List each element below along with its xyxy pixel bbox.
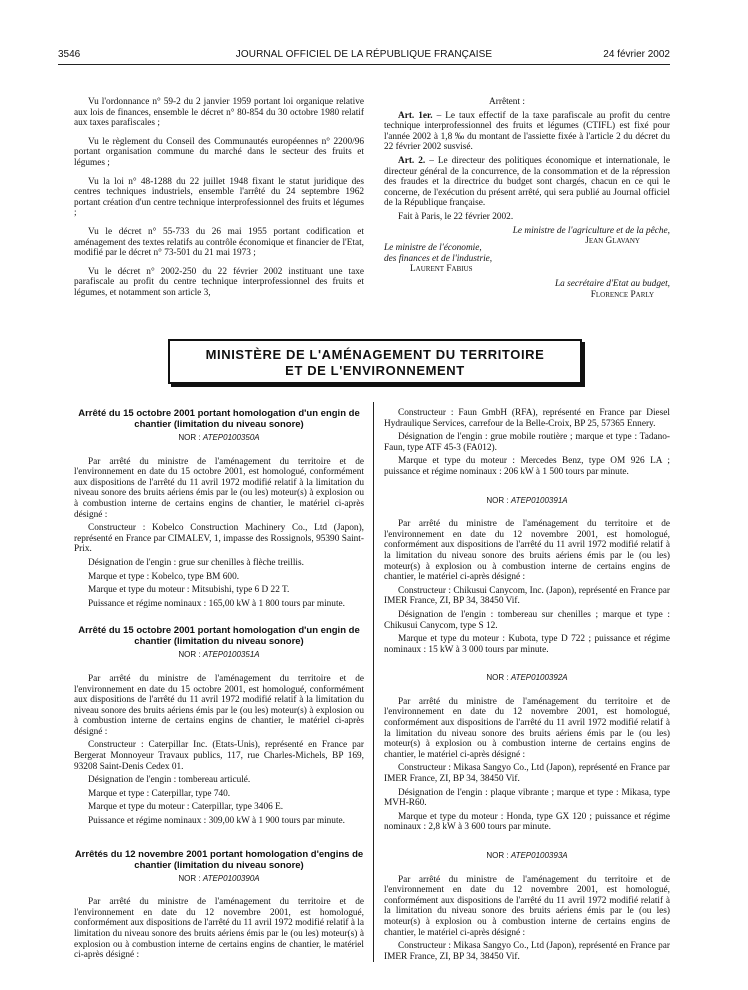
article-1-label: Art. 1er. (398, 110, 433, 121)
nor-reference: NOR : ATEP0100351A (178, 650, 260, 660)
nor-reference: NOR : ATEP0100391A (486, 495, 568, 505)
arrete-paragraph: Constructeur : Faun GmbH (RFA), représenté en France par Diesel Hydraulique Services, carrefour de la Belle-Croix, BP 25, 57365 Ennery. (384, 408, 670, 429)
arrete-title: Arrêtés du 12 novembre 2001 portant homologation d'engins de chantier (limitation du niveau sonore) (74, 848, 364, 871)
signature-role: La secrétaire d'Etat au budget, (555, 279, 670, 289)
arrete-paragraph: Puissance et régime nominaux : 165,00 kW à 1 800 tours par minute. (88, 598, 345, 609)
article-2-label: Art. 2. (398, 155, 426, 166)
signature-minister-economie (384, 243, 492, 275)
arrete-paragraph: Marque et type du moteur : Honda, type GX 120 ; puissance et régime nominaux : 2,8 kW à 3 600 tours par minute. (384, 811, 670, 833)
signature-secretaire-budget (555, 279, 670, 300)
article-1-text: – Le taux effectif de la taxe parafiscale au profit du centre technique interprofessionnel des fruits et légumes (CTIFL) est fixé pour l'année 2002 à 1,8 ‰ du montant de l'assiette fixée à l'article 2 du décret du 22 février 2002 susvisé. (384, 110, 670, 153)
nor-reference: NOR : ATEP0100392A (486, 673, 568, 683)
ministry-heading-box (168, 339, 582, 384)
arrete-paragraph: Par arrêté du ministre de l'aménagement du territoire et de l'environnement en date du 12 novembre 2001, est homologué, conformément aux dispositions de l'arrêté du 11 avril 1972 modifié relatif à la limitation du niveau sonore des bruits aériens émis par le (ou les) moteur(s) à explosion ou à combustion interne de certains engins de chantier, le matériel ci-après désigné : (74, 897, 364, 961)
arrete-paragraph: Par arrêté du ministre de l'aménagement du territoire et de l'environnement en date du 15 octobre 2001, est homologué, conformément aux dispositions de l'arrêté du 11 avril 1972 modifié relatif à la limitation du niveau sonore des bruits aériens émis par le (ou les) moteur(s) à explosion ou à combustion interne de certains engins de chantier, le matériel ci-après désigné : (74, 673, 364, 737)
visas-column (74, 97, 364, 307)
page-header (58, 49, 670, 63)
ministry-heading-line: ET DE L'ENVIRONNEMENT (285, 363, 465, 378)
visa-paragraph: Vu le décret n° 55-733 du 26 mai 1955 portant codification et aménagement des textes relatifs au contrôle économique et financier de l'Etat, modifié par le décret n° 73-501 du 21 mai 1973 ; (74, 226, 364, 259)
visa-paragraph: Vu le décret n° 2002-250 du 22 février 2002 instituant une taxe parafiscale au profit du centre technique interprofessionnel des fruits et légumes, et notamment son article 3, (74, 266, 364, 298)
arrete-title: Arrêté du 15 octobre 2001 portant homologation d'un engin de chantier (limitation du niveau sonore) (78, 625, 360, 648)
article-1 (384, 111, 670, 153)
arrete-paragraph: Par arrêté du ministre de l'aménagement du territoire et de l'environnement en date du 12 novembre 2001, est homologué, conformément aux dispositions de l'arrêté du 11 avril 1972 modifié relatif à la limitation du niveau sonore des bruits aériens émis par le (ou les) moteur(s) à explosion ou à combustion interne de certains engins de chantier, le matériel ci-après désigné : (384, 874, 670, 938)
arrete-paragraph: Marque et type : Kobelco, type BM 600. (88, 571, 240, 582)
arrete-paragraph: Désignation de l'engin : tombereau articulé. (88, 775, 251, 786)
signature-name: Florence Parly (590, 289, 654, 300)
signature-role: des finances et de l'industrie, (384, 253, 493, 264)
signature-role: Le ministre de l'agriculture et de la pêche, (512, 225, 670, 236)
arrete-paragraph: Par arrêté du ministre de l'aménagement du territoire et de l'environnement en date du 12 novembre 2001, est homologué, conformément aux dispositions de l'arrêté du 11 avril 1972 modifié relatif à la limitation du niveau sonore des bruits aériens émis par le (ou les) moteur(s) à explosion ou à combustion interne de certains engins de chantier, le matériel ci-après désigné : (384, 519, 670, 583)
arrete-paragraph: Par arrêté du ministre de l'aménagement du territoire et de l'environnement en date du 12 novembre 2001, est homologué, conformément aux dispositions de l'arrêté du 11 avril 1972 modifié relatif à la limitation du niveau sonore des bruits aériens émis par le (ou les) moteur(s) à explosion ou à combustion interne de certains engins de chantier, le matériel ci-après désigné : (384, 696, 670, 760)
arrete-paragraph: Marque et type du moteur : Mitsubishi, type 6 D 22 T. (88, 585, 290, 596)
nor-reference: NOR : ATEP0100390A (178, 873, 260, 883)
journal-title: JOURNAL OFFICIEL DE LA RÉPUBLIQUE FRANÇAISE (235, 49, 493, 60)
column-divider (373, 402, 374, 962)
arrete-paragraph: Marque et type : Caterpillar, type 740. (88, 788, 231, 799)
visa-paragraph: Vu le règlement du Conseil des Communautés européennes n° 2200/96 portant organisation commune du marché dans le secteur des fruits et légumes ; (74, 136, 364, 168)
visa-paragraph: Vu la loi n° 48-1288 du 22 juillet 1948 fixant le statut juridique des centres techniques industriels, ensemble l'arrêté du 24 septembre 1962 portant création d'un centre technique interprofessionnel des fruits et légumes ; (74, 176, 364, 219)
arrete-paragraph: Désignation de l'engin : grue sur chenilles à flèche treillis. (88, 557, 304, 568)
arrete-paragraph: Constructeur : Mikasa Sangyo Co., Ltd (Japon), représenté en France par IMER France, ZI, BP 34, 38450 Vif. (384, 941, 670, 962)
arrete-title: Arrêté du 15 octobre 2001 portant homologation d'un engin de chantier (limitation du niveau sonore) (78, 408, 360, 430)
nor-reference: NOR : ATEP0100350A (178, 433, 260, 442)
arrete-paragraph: Puissance et régime nominaux : 309,00 kW à 1 900 tours par minute. (88, 816, 345, 827)
arretent-heading: Arrêtent : (489, 97, 525, 107)
arrete-paragraph: Marque et type du moteur : Caterpillar, type 3406 E. (88, 802, 284, 813)
page-number: 3546 (58, 49, 81, 60)
article-2 (384, 156, 670, 209)
arrete-paragraph: Marque et type du moteur : Mercedes Benz, type OM 926 LA ; puissance et régime nominaux : 206 kW à 1 500 tours par minute. (384, 456, 670, 477)
left-column (74, 408, 364, 964)
fait-line: Fait à Paris, le 22 février 2002. (398, 211, 514, 222)
header-rule (58, 64, 670, 65)
ministry-heading-line: MINISTÈRE DE L'AMÉNAGEMENT DU TERRITOIRE (205, 347, 545, 362)
arrete-paragraph: Désignation de l'engin : grue mobile routière ; marque et type : Tadano-Faun, type ATF 45-3 (FA012). (384, 432, 670, 453)
arrete-paragraph: Constructeur : Chikusui Canycom, Inc. (Japon), représenté en France par IMER France, ZI, BP 34, 38450 Vif. (384, 585, 670, 607)
issue-date: 24 février 2002 (603, 49, 670, 60)
articles-column (384, 97, 670, 247)
nor-reference: NOR : ATEP0100393A (486, 851, 568, 860)
arrete-paragraph: Désignation de l'engin : plaque vibrante ; marque et type : Mikasa, type MVH-R60. (384, 787, 670, 809)
signature-role: Le ministre de l'économie, (384, 243, 482, 253)
article-2-text: – Le directeur des politiques économique et internationale, le directeur général de la concurrence, de la consommation et de la répression des fraudes et la directrice du budget sont chargés, chacun en ce qui le concerne, de l'exécution du présent arrêté, qui sera publié au Journal officiel de la République française. (384, 155, 670, 209)
arrete-paragraph: Constructeur : Caterpillar Inc. (Etats-Unis), représenté en France par Bergerat Monnoyeur Travaux publics, 117, rue Charles-Michels, BP 169, 93208 Saint-Denis Cedex 01. (74, 740, 364, 772)
arrete-paragraph: Constructeur : Kobelco Construction Machinery Co., Ltd (Japon), représenté en France par CIMALEV, 1, impasse des Rossignols, 95390 Saint-Prix. (74, 523, 364, 555)
right-column (384, 408, 670, 965)
signature-name: Laurent Fabius (410, 264, 473, 275)
visa-paragraph: Vu l'ordonnance n° 59-2 du 2 janvier 1959 portant loi organique relative aux lois de finances, ensemble le décret n° 80-854 du 30 octobre 1980 relatif aux taxes parafiscales ; (74, 97, 364, 129)
arrete-paragraph: Par arrêté du ministre de l'aménagement du territoire et de l'environnement en date du 15 octobre 2001, est homologué, conformément aux dispositions de l'arrêté du 11 avril 1972 modifié relatif à la limitation du niveau sonore des bruits aériens émis par le (ou les) moteur(s) à explosion ou à combustion interne de certains engins de chantier, le matériel ci-après désigné : (74, 456, 364, 520)
arrete-paragraph: Désignation de l'engin : tombereau sur chenilles ; marque et type : Chikusui Canycom, type S 12. (384, 609, 670, 631)
arrete-paragraph: Constructeur : Mikasa Sangyo Co., Ltd (Japon), représenté en France par IMER France, ZI, BP 34, 38450 Vif. (384, 763, 670, 785)
signature-name: Jean Glavany (585, 236, 640, 247)
arrete-paragraph: Marque et type du moteur : Kubota, type D 722 ; puissance et régime nominaux : 15 kW à 3 000 tours par minute. (384, 634, 670, 655)
